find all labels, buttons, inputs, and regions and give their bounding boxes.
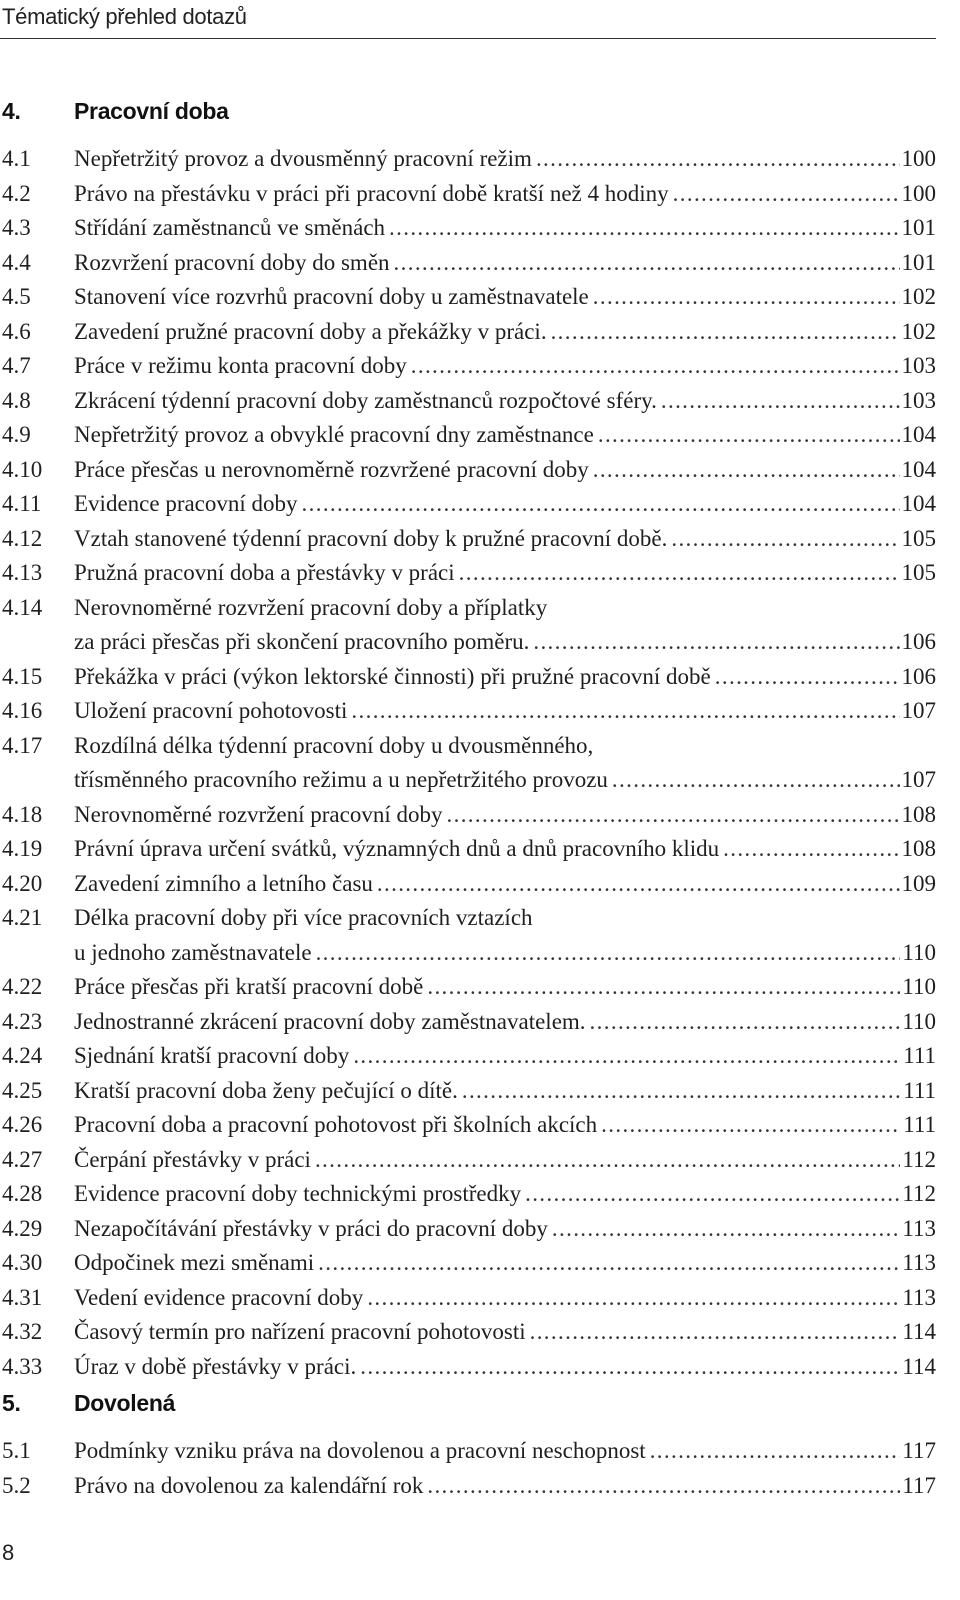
toc-entry (2, 453, 936, 488)
toc-entry-line (74, 418, 936, 453)
dot-leader (347, 694, 899, 729)
toc-entry (2, 418, 936, 453)
toc-entry-title: Právní úprava určení svátků, významných dnů a dnů pracovního klidu (74, 836, 720, 861)
toc-entry-line (74, 1350, 936, 1385)
toc-entry-line (74, 1108, 936, 1143)
toc-entry-number: 4.1 (2, 146, 31, 171)
toc-entry-page: 110 (902, 1008, 936, 1034)
toc-entry-page: 107 (901, 698, 936, 723)
toc-entry-number: 4.31 (2, 1284, 43, 1310)
toc-entry-number: 4.12 (2, 525, 43, 551)
toc-entry-line (74, 246, 936, 281)
toc-entry-number: 4.18 (2, 801, 43, 827)
toc-entry-line (74, 280, 936, 315)
toc-entry-title: Nezapočítávání přestávky v práci do pracovní doby (74, 1215, 548, 1241)
toc-entry (2, 1212, 936, 1247)
dot-leader (526, 1315, 901, 1350)
toc-entry-title: Odpočinek mezi směnami (74, 1250, 315, 1275)
dot-leader (719, 832, 899, 867)
toc-entry-page: 114 (902, 1319, 936, 1344)
toc-entry-number: 4.23 (2, 1008, 43, 1034)
toc-entry-title: Zavedení zimního a letního času (74, 870, 373, 896)
toc-entry-line (74, 522, 936, 557)
toc-entry (2, 280, 936, 315)
toc-entry-title: Rozvržení pracovní doby do směn (74, 249, 390, 275)
toc-entry-title: za práci přesčas při skončení pracovního poměru. (74, 629, 530, 654)
toc-entry-line (74, 349, 936, 384)
toc-entry-title: Úraz v době přestávky v práci. (74, 1353, 357, 1379)
toc-entry (2, 211, 936, 246)
dot-leader (349, 1039, 901, 1074)
toc-entry-line (74, 936, 936, 971)
toc-entry-line (74, 1177, 936, 1212)
dot-leader (407, 349, 900, 384)
toc-entry-page: 102 (901, 318, 936, 344)
toc-entry-title: Jednostranné zkrácení pracovní doby zaměstnavatelem. (74, 1008, 586, 1034)
toc-entry-title: Stanovení více rozvrhů pracovní doby u zaměstnavatele (74, 284, 589, 309)
toc-entry-title: Překážka v práci (výkon lektorské činnosti) při pružné pracovní době (74, 663, 711, 689)
toc-entry-line (74, 660, 936, 695)
toc-entry-page: 104 (901, 422, 936, 447)
toc-entry-title: Nerovnoměrné rozvržení pracovní doby a příplatky (74, 594, 548, 620)
toc-entry-number: 4.29 (2, 1215, 43, 1241)
toc-entry-page: 102 (901, 284, 936, 309)
toc-entry-page: 113 (902, 1284, 936, 1310)
toc-entry-number: 4.17 (2, 732, 43, 758)
toc-entry-number: 5.2 (2, 1472, 31, 1498)
dot-leader (423, 970, 900, 1005)
toc-entry (2, 1005, 936, 1040)
toc-entry-title: Střídání zaměstnanců ve směnách (74, 215, 386, 240)
toc-entry (2, 694, 936, 729)
toc-entry-line (74, 970, 936, 1005)
toc-entry (2, 1350, 936, 1385)
toc-entry-line (74, 1005, 936, 1040)
toc-entry-line (74, 798, 936, 833)
section-heading-4 (2, 98, 936, 132)
dot-leader (443, 798, 900, 833)
toc-list-section-5 (2, 1434, 936, 1503)
toc-entry-line (74, 1315, 936, 1350)
dot-leader (548, 1212, 900, 1247)
toc-entry-number: 4.8 (2, 387, 31, 413)
dot-leader (312, 936, 901, 971)
dot-leader (547, 315, 900, 350)
dot-leader (356, 1350, 900, 1385)
toc-entry-number: 4.3 (2, 215, 31, 240)
dot-leader (597, 1108, 901, 1143)
dot-leader (532, 142, 900, 177)
toc-entry-title: Vedení evidence pracovní doby (74, 1284, 364, 1310)
dot-leader (455, 556, 900, 591)
toc-entry-page: 103 (901, 387, 936, 413)
toc-entry (2, 1246, 936, 1281)
toc-entry-number: 4.20 (2, 870, 43, 896)
toc-entry (2, 1434, 936, 1469)
toc-list-section-4 (2, 142, 936, 1384)
toc-entry-number: 4.7 (2, 353, 31, 378)
dot-leader (667, 522, 899, 557)
toc-entry-number: 4.33 (2, 1353, 43, 1379)
toc-entry-number: 4.22 (2, 974, 43, 999)
toc-entry-title: Sjednání kratší pracovní doby (74, 1043, 350, 1068)
toc-entry-title: Právo na dovolenou za kalendářní rok (74, 1472, 424, 1498)
toc-entry (2, 1177, 936, 1212)
dot-leader (646, 1434, 901, 1469)
dot-leader (608, 763, 900, 798)
toc-entry (2, 384, 936, 419)
toc-entry (2, 798, 936, 833)
toc-entry-title: u jednoho zaměstnavatele (74, 939, 312, 965)
dot-leader (669, 177, 900, 212)
dot-leader (390, 246, 900, 281)
toc-entry-line (74, 1246, 936, 1281)
toc-entry-line (74, 453, 936, 488)
toc-entry-number: 4.5 (2, 284, 31, 309)
toc-entry-number: 4.26 (2, 1112, 43, 1137)
toc-entry-line (74, 177, 936, 212)
dot-leader (594, 418, 900, 453)
toc-entry-title: Práce v režimu konta pracovní doby (74, 353, 407, 378)
toc-entry-page: 111 (903, 1043, 936, 1068)
toc-entry (2, 729, 936, 798)
toc-entry-page: 109 (901, 870, 936, 896)
toc-entry-number: 4.19 (2, 836, 43, 861)
section-heading-5 (2, 1390, 936, 1424)
toc-entry-page: 108 (901, 801, 936, 827)
toc-entry-line (74, 384, 936, 419)
toc-entry-title: Podmínky vzniku práva na dovolenou a pracovní neschopnost (74, 1438, 646, 1463)
toc-entry-page: 101 (901, 215, 936, 240)
toc-entry-title: Kratší pracovní doba ženy pečující o dítě. (74, 1077, 458, 1103)
toc-entry-line (74, 901, 936, 936)
toc-entry-page: 104 (901, 491, 936, 516)
toc-entry-title: Práce přesčas u nerovnoměrně rozvržené pracovní doby (74, 456, 589, 482)
dot-leader (385, 211, 899, 246)
toc-entry-line (74, 556, 936, 591)
toc-entry-number: 4.14 (2, 594, 43, 620)
toc-entry (2, 349, 936, 384)
dot-leader (657, 384, 900, 419)
toc-entry (2, 591, 936, 660)
toc-entry-number: 4.13 (2, 560, 43, 585)
toc-entry-title: Uložení pracovní pohotovosti (74, 698, 348, 723)
dot-leader (298, 487, 900, 522)
toc-entry-line (74, 591, 936, 626)
toc-entry-line (74, 1281, 936, 1316)
toc-entry-page: 113 (902, 1215, 936, 1241)
toc-entry (2, 522, 936, 557)
toc-entry (2, 1143, 936, 1178)
toc-entry-line (74, 1212, 936, 1247)
toc-entry-title: Pružná pracovní doba a přestávky v práci (74, 560, 455, 585)
toc-entry-line (74, 625, 936, 660)
toc-entry-page: 100 (901, 146, 936, 171)
toc-entry-line (74, 1143, 936, 1178)
toc-entry-page: 106 (901, 629, 936, 654)
toc-entry-line (74, 1074, 936, 1109)
toc-entry-line (74, 487, 936, 522)
running-header (0, 0, 936, 39)
toc-entry-page: 111 (903, 1077, 936, 1103)
toc-entry-line (74, 142, 936, 177)
dot-leader (363, 1281, 900, 1316)
toc-entry-title: Práce přesčas při kratší pracovní době (74, 974, 424, 999)
toc-entry-number: 4.21 (2, 905, 43, 930)
toc-entry-page: 114 (902, 1353, 936, 1379)
dot-leader (311, 1143, 900, 1178)
toc-entry-line (74, 211, 936, 246)
toc-entry (2, 867, 936, 902)
toc-entry (2, 901, 936, 970)
toc-entry-number: 4.24 (2, 1043, 43, 1068)
toc-entry-line (74, 832, 936, 867)
toc-entry-number: 4.27 (2, 1146, 43, 1172)
toc-entry-number: 4.30 (2, 1250, 43, 1275)
toc-entry-page: 112 (902, 1181, 936, 1206)
dot-leader (529, 625, 899, 660)
running-header-title: Tématický přehled dotazů (2, 4, 247, 29)
toc-entry-page: 107 (901, 767, 936, 792)
toc-entry (2, 660, 936, 695)
toc-entry-page: 101 (901, 249, 936, 275)
toc-entry-title: Nepřetržitý provoz a obvyklé pracovní dny zaměstnance (74, 422, 594, 447)
section-title: Dovolená (74, 1390, 176, 1416)
toc-entry-page: 112 (902, 1146, 936, 1172)
toc-entry-number: 4.16 (2, 698, 43, 723)
toc-entry (2, 832, 936, 867)
dot-leader (586, 1005, 901, 1040)
toc-entry-number: 4.11 (2, 491, 42, 516)
toc-entry-page: 105 (901, 560, 936, 585)
toc-entry-page: 104 (901, 456, 936, 482)
toc-entry-number: 4.6 (2, 318, 31, 344)
toc-entry-page: 105 (901, 525, 936, 551)
toc-entry-number: 4.15 (2, 663, 43, 689)
toc-entry-title: Zkrácení týdenní pracovní doby zaměstnanců rozpočtové sféry. (74, 387, 657, 413)
toc-entry (2, 1108, 936, 1143)
toc-entry-line (74, 315, 936, 350)
toc-entry-line (74, 694, 936, 729)
toc-entry-page: 117 (902, 1438, 936, 1463)
section-number: 4. (2, 98, 21, 124)
toc-entry-number: 4.25 (2, 1077, 43, 1103)
section-number: 5. (2, 1390, 21, 1416)
toc-entry-title: Pracovní doba a pracovní pohotovost při školních akcích (74, 1112, 598, 1137)
dot-leader (589, 453, 900, 488)
toc-entry (2, 1469, 936, 1504)
toc-entry-number: 4.4 (2, 249, 31, 275)
toc-entry-number: 4.10 (2, 456, 43, 482)
dot-leader (521, 1177, 900, 1212)
toc-entry (2, 142, 936, 177)
dot-leader (711, 660, 900, 695)
toc-entry-title: Nerovnoměrné rozvržení pracovní doby (74, 801, 443, 827)
toc-entry-page: 106 (901, 663, 936, 689)
dot-leader (314, 1246, 900, 1281)
toc-entry-page: 100 (901, 180, 936, 206)
toc-entry (2, 1074, 936, 1109)
toc-entry (2, 177, 936, 212)
toc-entry-page: 110 (902, 939, 936, 965)
toc-entry-title: Časový termín pro nařízení pracovní pohotovosti (74, 1319, 526, 1344)
toc-entry-line (74, 763, 936, 798)
section-title: Pracovní doba (74, 98, 229, 124)
dot-leader (458, 1074, 901, 1109)
toc-entry-number: 4.9 (2, 422, 31, 447)
toc-entry-title: Vztah stanovené týdenní pracovní doby k pružné pracovní době. (74, 525, 668, 551)
toc-entry-line (74, 1039, 936, 1074)
toc-entry-page: 117 (902, 1472, 936, 1498)
toc-entry-title: Nepřetržitý provoz a dvousměnný pracovní režim (74, 146, 532, 171)
toc-entry-page: 103 (901, 353, 936, 378)
toc-entry-page: 108 (901, 836, 936, 861)
toc-entry (2, 246, 936, 281)
toc-entry-title: třísměnného pracovního režimu a u nepřetržitého provozu (74, 767, 608, 792)
toc-entry-title: Evidence pracovní doby technickými prostředky (74, 1181, 522, 1206)
toc-entry-number: 4.28 (2, 1181, 43, 1206)
toc-entry-title: Evidence pracovní doby (74, 491, 298, 516)
dot-leader (423, 1469, 900, 1504)
toc-entry-number: 4.32 (2, 1319, 43, 1344)
toc-entry-line (74, 729, 936, 764)
page-number: 8 (2, 1540, 15, 1565)
toc-entry (2, 487, 936, 522)
toc-entry (2, 970, 936, 1005)
toc-entry (2, 1281, 936, 1316)
toc-entry-line (74, 1434, 936, 1469)
toc-entry (2, 1039, 936, 1074)
toc-entry-line (74, 867, 936, 902)
toc-entry-title: Zavedení pružné pracovní doby a překážky v práci. (74, 318, 547, 344)
toc-entry (2, 315, 936, 350)
toc-entry-title: Rozdílná délka týdenní pracovní doby u dvousměnného, (74, 732, 594, 758)
toc-entry-line (74, 1469, 936, 1504)
dot-leader (373, 867, 900, 902)
toc-entry-title: Délka pracovní doby při více pracovních vztazích (74, 905, 533, 930)
toc-entry-page: 110 (902, 974, 936, 999)
toc-entry-page: 111 (903, 1112, 936, 1137)
toc-entry-title: Právo na přestávku v práci při pracovní době kratší než 4 hodiny (74, 180, 669, 206)
toc-entry-number: 5.1 (2, 1438, 31, 1463)
dot-leader (589, 280, 900, 315)
toc-entry-number: 4.2 (2, 180, 31, 206)
toc-entry (2, 556, 936, 591)
toc-entry-title: Čerpání přestávky v práci (74, 1146, 311, 1172)
toc-entry (2, 1315, 936, 1350)
toc-entry-page: 113 (902, 1250, 936, 1275)
